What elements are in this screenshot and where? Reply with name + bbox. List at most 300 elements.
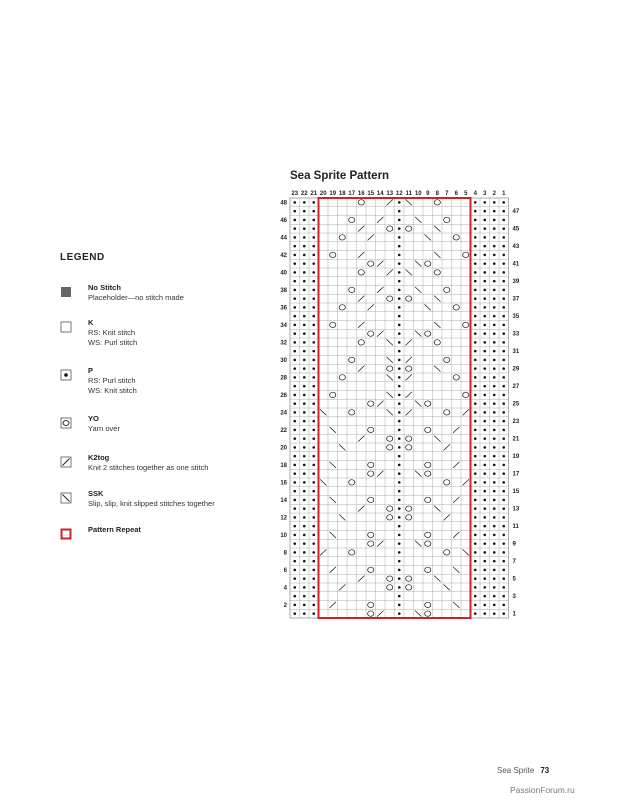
purl-mark [293,280,296,283]
purl-mark [398,271,401,274]
purl-mark [303,612,306,615]
purl-mark [312,464,315,467]
purl-mark [474,542,477,545]
column-number: 9 [426,191,430,197]
purl-mark [293,586,296,589]
purl-mark [293,612,296,615]
purl-mark [303,542,306,545]
purl-mark [398,586,401,589]
purl-mark [474,376,477,379]
purl-mark [312,542,315,545]
purl-mark [293,464,296,467]
purl-mark [398,341,401,344]
legend-item-desc: Yarn over [88,424,120,433]
purl-mark [303,455,306,458]
row-number: 44 [280,235,287,242]
purl-mark [474,551,477,554]
purl-mark [398,201,401,204]
row-number: 7 [512,559,516,566]
row-number: 8 [283,550,287,557]
purl-mark [493,490,496,493]
purl-mark [483,341,486,344]
purl-mark [493,332,496,335]
purl-mark [474,411,477,414]
purl-mark [502,420,505,423]
purl-mark [502,446,505,449]
purl-mark [398,420,401,423]
purl-mark [493,297,496,300]
purl-mark [502,271,505,274]
purl-mark [483,507,486,510]
column-number: 13 [386,191,394,197]
purl-mark [398,551,401,554]
purl-mark [303,254,306,257]
purl-mark [474,227,477,230]
legend-item-desc: WS: Purl stitch [88,338,138,347]
row-number: 19 [512,454,520,461]
purl-mark [474,201,477,204]
purl-mark [474,332,477,335]
purl-mark [312,236,315,239]
purl-mark [483,420,486,423]
purl-mark [493,499,496,502]
purl-mark [312,332,315,335]
purl-mark [398,525,401,528]
purl-mark [493,516,496,519]
purl-mark [398,262,401,265]
purl-mark [398,577,401,580]
purl-mark [502,280,505,283]
purl-mark [502,306,505,309]
purl-mark [474,210,477,213]
purl-mark [303,289,306,292]
purl-mark [398,446,401,449]
purl-mark [303,210,306,213]
column-number: 12 [395,191,403,197]
purl-mark [312,297,315,300]
purl-mark [493,402,496,405]
purl-mark [398,569,401,572]
purl-mark [293,551,296,554]
purl-mark [398,219,401,222]
purl-mark [312,534,315,537]
purl-mark [312,324,315,327]
row-number: 42 [280,252,287,259]
purl-mark [502,324,505,327]
purl-mark [474,236,477,239]
purl-mark [493,219,496,222]
purl-mark [312,315,315,318]
purl-mark [474,367,477,370]
purl-mark [303,315,306,318]
purl-mark [312,490,315,493]
purl-mark [483,306,486,309]
purl-mark [398,245,401,248]
purl-mark [312,306,315,309]
purl-mark [474,586,477,589]
purl-mark [502,569,505,572]
purl-mark [483,402,486,405]
purl-mark [502,604,505,607]
row-number: 26 [280,392,287,399]
purl-mark [293,577,296,580]
legend-item-name: P [88,366,94,375]
purl-mark [493,262,496,265]
purl-mark [474,560,477,563]
pattern-repeat-icon [60,528,72,540]
purl-mark [493,306,496,309]
row-number: 30 [280,357,287,364]
purl-mark [293,446,296,449]
purl-mark [312,481,315,484]
row-number: 3 [512,594,516,601]
purl-mark [303,402,306,405]
purl-mark [493,385,496,388]
purl-mark [293,201,296,204]
purl-mark [398,411,401,414]
purl-mark [483,280,486,283]
purl-mark [303,236,306,239]
purl-mark [502,542,505,545]
column-number: 4 [473,191,477,197]
purl-mark [502,499,505,502]
purl-mark [502,236,505,239]
purl-mark [293,411,296,414]
purl-mark [483,245,486,248]
purl-mark [312,254,315,257]
purl-mark [474,402,477,405]
purl-mark [474,612,477,615]
purl-mark [293,604,296,607]
purl-mark [303,411,306,414]
purl-mark [312,271,315,274]
purl-mark [493,289,496,292]
purl-mark [293,289,296,292]
row-number: 11 [512,524,519,531]
row-number: 37 [512,296,520,303]
purl-mark [303,499,306,502]
purl-mark [493,376,496,379]
row-number: 2 [283,602,287,609]
legend-item-desc: RS: Knit stitch [88,328,136,337]
purl-mark [474,472,477,475]
purl-mark [398,359,401,362]
purl-mark [303,341,306,344]
purl-mark [474,516,477,519]
purl-mark [483,367,486,370]
purl-mark [474,350,477,353]
purl-mark [398,560,401,563]
purl-mark [483,289,486,292]
purl-mark [493,446,496,449]
purl-mark [474,385,477,388]
purl-mark [303,586,306,589]
column-number: 5 [464,191,468,197]
purl-mark [483,394,486,397]
purl-mark [303,201,306,204]
column-number: 8 [435,191,439,197]
purl-mark [293,332,296,335]
purl-mark [293,542,296,545]
purl-mark [474,604,477,607]
purl-mark [398,429,401,432]
purl-mark [483,324,486,327]
purl-mark [474,569,477,572]
purl-mark [293,385,296,388]
purl-mark [493,394,496,397]
purl-mark [312,280,315,283]
purl-mark [474,429,477,432]
row-number: 32 [280,340,287,347]
purl-mark [502,595,505,598]
purl-mark [293,499,296,502]
purl-mark [474,359,477,362]
purl-mark [312,507,315,510]
purl-mark [303,560,306,563]
purl-mark [398,542,401,545]
purl-mark [502,367,505,370]
purl-mark [293,420,296,423]
purl-mark [502,394,505,397]
purl-mark [493,315,496,318]
legend-title: LEGEND [60,252,105,263]
purl-mark [303,271,306,274]
purl-mark [483,516,486,519]
purl-mark [502,437,505,440]
purl-mark [502,385,505,388]
purl-mark [483,271,486,274]
row-number: 23 [512,419,520,426]
purl-mark [398,604,401,607]
row-number: 47 [512,209,520,216]
purl-mark [474,315,477,318]
purl-mark [474,271,477,274]
purl-mark [303,577,306,580]
purl-mark [493,437,496,440]
purl-mark [483,595,486,598]
purl-mark [483,481,486,484]
purl-mark [293,254,296,257]
purl-mark [303,367,306,370]
row-number: 13 [512,506,520,513]
purl-mark [312,551,315,554]
purl-mark [502,551,505,554]
purl-mark [474,324,477,327]
purl-mark [312,219,315,222]
purl-mark [502,341,505,344]
column-number: 3 [483,191,487,197]
row-number: 15 [512,489,520,496]
purl-mark [493,534,496,537]
column-number: 14 [376,191,384,197]
purl-mark [303,516,306,519]
legend-item-name: No Stitch [88,283,121,292]
purl-mark [303,306,306,309]
purl-mark [398,499,401,502]
purl-mark [474,499,477,502]
purl-mark [483,586,486,589]
purl-mark [483,534,486,537]
purl-mark [493,577,496,580]
purl-mark [398,507,401,510]
legend-item-name: K2tog [88,453,110,462]
purl-mark [483,201,486,204]
purl-mark [293,227,296,230]
purl-mark [502,315,505,318]
purl-mark [293,341,296,344]
purl-mark [398,376,401,379]
purl-mark [303,227,306,230]
purl-mark [483,437,486,440]
purl-mark [303,245,306,248]
purl-mark [483,569,486,572]
purl-mark [312,367,315,370]
purl-mark [303,394,306,397]
row-number: 41 [512,261,520,268]
purl-mark [483,499,486,502]
purl-mark [502,507,505,510]
purl-mark [303,437,306,440]
yarn-over-icon [60,417,72,429]
purl-mark [293,595,296,598]
purl-mark [312,429,315,432]
purl-mark [398,455,401,458]
column-number: 21 [310,191,318,197]
purl-mark [493,569,496,572]
column-number: 17 [348,191,356,197]
purl-mark [398,481,401,484]
purl-mark [312,577,315,580]
purl-mark [398,490,401,493]
chart-title: Sea Sprite Pattern [290,170,390,182]
row-number: 48 [280,200,287,207]
purl-mark [502,429,505,432]
purl-mark [483,219,486,222]
purl-mark [293,455,296,458]
purl-mark [303,569,306,572]
watermark: PassionForum.ru [510,785,575,795]
purl-mark [303,297,306,300]
purl-mark [502,516,505,519]
row-number: 33 [512,331,520,338]
purl-mark [483,359,486,362]
purl-mark [493,560,496,563]
purl-mark [483,542,486,545]
purl-mark [493,411,496,414]
purl-mark [493,367,496,370]
purl-mark [293,402,296,405]
row-number: 12 [280,515,287,522]
purl-mark [312,525,315,528]
purl-mark [312,210,315,213]
purl-mark [312,201,315,204]
purl-mark [312,350,315,353]
purl-mark [474,245,477,248]
row-number: 27 [512,384,520,391]
row-number: 46 [280,217,287,224]
purl-mark [293,271,296,274]
purl-mark [493,455,496,458]
row-number: 36 [280,305,287,312]
purl-mark [493,595,496,598]
purl-mark [502,525,505,528]
row-number: 29 [512,366,520,373]
purl-mark [483,236,486,239]
knitting-chart [278,186,560,626]
purl-mark [293,219,296,222]
purl-mark [398,516,401,519]
legend-item-name: Pattern Repeat [88,525,141,534]
legend-item-name: YO [88,414,99,423]
purl-mark [502,472,505,475]
purl-mark [493,280,496,283]
column-number: 22 [300,191,308,197]
purl-mark [312,341,315,344]
column-number: 23 [291,191,299,197]
row-number: 24 [280,410,287,417]
purl-mark [474,262,477,265]
purl-mark [483,577,486,580]
purl-mark [474,297,477,300]
purl-mark [493,350,496,353]
purl-mark [502,254,505,257]
purl-mark [493,420,496,423]
purl-mark [483,411,486,414]
purl-mark [398,315,401,318]
purl-mark [312,394,315,397]
purl-mark [312,420,315,423]
purl-mark [398,612,401,615]
row-number: 45 [512,226,520,233]
purl-mark [293,262,296,265]
purl-mark [483,446,486,449]
column-number: 2 [492,191,496,197]
purl-mark [312,499,315,502]
column-number: 19 [329,191,337,197]
purl-mark [493,586,496,589]
column-number: 6 [454,191,458,197]
column-number: 16 [357,191,365,197]
purl-mark [474,595,477,598]
purl-mark [312,446,315,449]
row-number: 16 [280,480,287,487]
purl-mark [502,402,505,405]
row-number: 6 [283,567,287,574]
purl-mark [502,490,505,493]
purl-mark [474,420,477,423]
purl-mark [398,210,401,213]
purl-mark [293,324,296,327]
purl-mark [493,551,496,554]
purl-mark [398,306,401,309]
row-number: 39 [512,279,520,286]
purl-mark [483,315,486,318]
purl-mark [293,437,296,440]
ssk-icon [60,492,72,504]
purl-mark [303,446,306,449]
purl-mark [502,219,505,222]
purl-mark [483,429,486,432]
purl-mark [293,315,296,318]
purl-mark [502,332,505,335]
row-number: 18 [280,462,287,469]
purl-mark [293,534,296,537]
purl-mark [502,534,505,537]
purl-mark [303,490,306,493]
purl-mark [398,437,401,440]
row-number: 28 [280,375,287,382]
row-number: 25 [512,401,520,408]
